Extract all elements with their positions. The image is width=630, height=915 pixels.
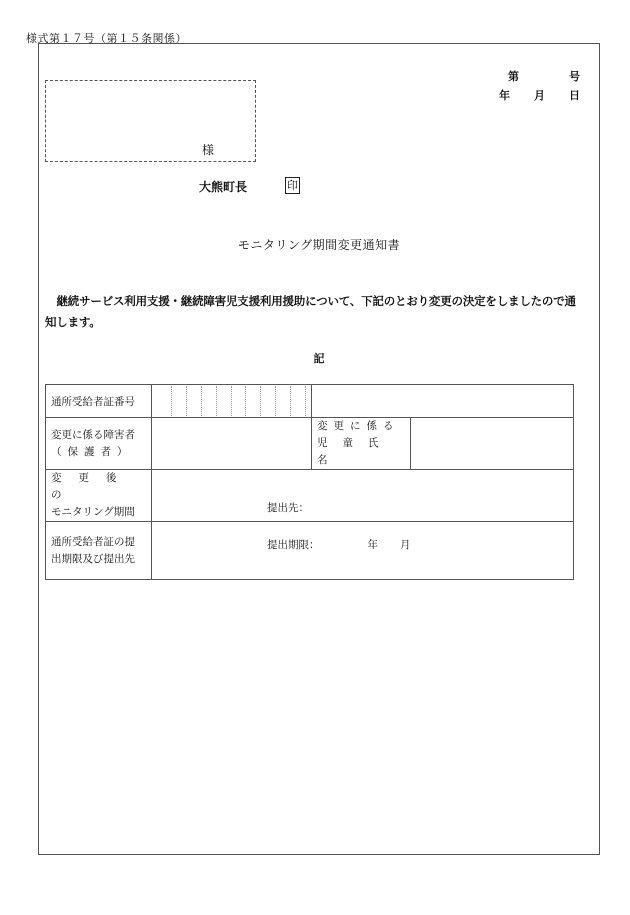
changed-person-label: 変更に係る障害者 （保護者） xyxy=(46,418,152,470)
recipient-address-box[interactable] xyxy=(45,80,256,162)
submission-label: 通所受給者証の提 出期限及び提出先 xyxy=(46,522,152,580)
table-row xyxy=(46,418,574,470)
document-number xyxy=(508,68,580,84)
date-year: 年 xyxy=(499,89,510,102)
deadline-year: 年 xyxy=(367,539,378,551)
child-name-value[interactable] xyxy=(411,418,574,470)
table-row xyxy=(46,385,574,418)
child-name-label: 変更に係る 児童氏名 xyxy=(312,418,411,470)
sender-name: 大熊町長 xyxy=(199,180,248,194)
number-suffix: 号 xyxy=(569,70,580,83)
submission-destination-label: 提出先： xyxy=(267,502,309,514)
cert-number-digits[interactable] xyxy=(152,385,312,418)
recipient-honorific: 様 xyxy=(202,143,215,157)
cert-number-extra[interactable] xyxy=(312,385,574,418)
submission-deadline-label: 提出期限： xyxy=(267,539,320,551)
document-title: モニタリング期間変更通知書 xyxy=(237,238,401,252)
date-day: 日 xyxy=(569,89,580,102)
table-row xyxy=(46,470,574,522)
number-prefix: 第 xyxy=(508,70,519,83)
monitoring-period-label: 変更後の モニタリング期間 xyxy=(46,470,152,522)
changed-person-value[interactable] xyxy=(152,418,312,470)
submission-deadline xyxy=(267,537,411,552)
cert-number-label: 通所受給者証番号 xyxy=(46,385,152,418)
seal-mark: 印 xyxy=(287,179,298,192)
deadline-month: 月 xyxy=(400,539,411,551)
date-month: 月 xyxy=(534,89,545,102)
document-frame xyxy=(38,43,600,855)
document-date xyxy=(499,87,580,103)
ki-heading: 記 xyxy=(313,352,325,365)
notice-body: 継続サービス利用支援・継続障害児支援利用援助について、下記のとおり変更の決定をしましたので通知します。 xyxy=(45,294,576,329)
form-number-label: 様式第１７号（第１５条関係） xyxy=(26,32,187,45)
monitoring-period-value[interactable] xyxy=(152,470,574,522)
